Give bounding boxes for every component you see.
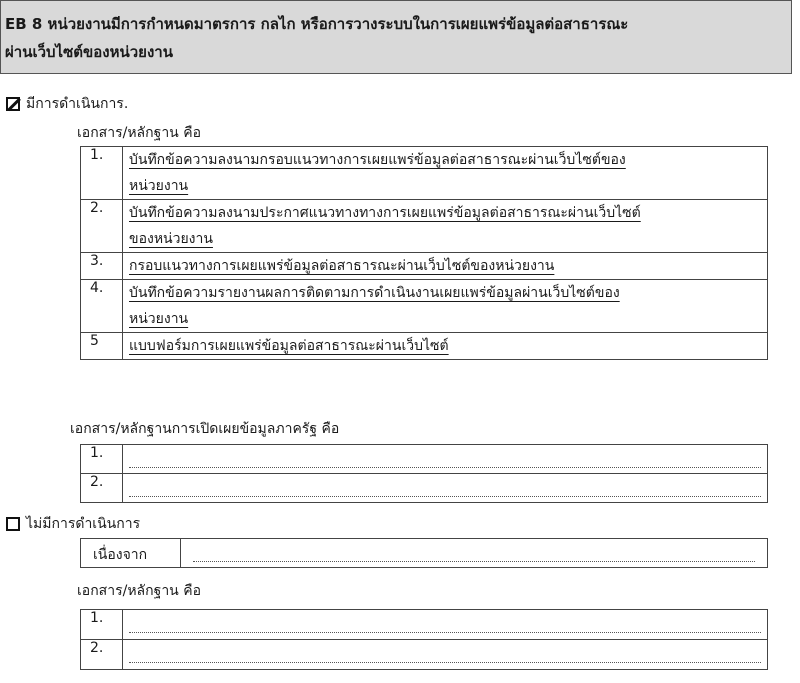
blank-entry-field[interactable]	[123, 640, 768, 670]
empty-checkbox-icon[interactable]	[6, 517, 20, 531]
row-number: 5	[81, 333, 123, 360]
checked-checkbox-icon[interactable]	[6, 97, 20, 111]
row-text	[123, 280, 768, 333]
row-text	[123, 200, 768, 253]
row-number: 4.	[81, 280, 123, 333]
row-number: 2.	[81, 474, 123, 503]
reason-input[interactable]	[181, 539, 767, 567]
table-row	[81, 333, 768, 360]
option-done-label: มีการดำเนินการ.	[26, 96, 129, 112]
table-row	[81, 147, 768, 200]
row-number: 3.	[81, 253, 123, 280]
row-number: 1.	[81, 610, 123, 640]
row-text-line: บันทึกข้อความรายงานผลการติดตามการดำเนินงานเผยแพร่ข้อมูลผ่านเว็บไซต์ของ	[129, 285, 620, 301]
public-evidence-label: เอกสาร/หลักฐานการเปิดเผยข้อมูลภาครัฐ คือ	[70, 421, 340, 437]
header-line-1: EB 8 หน่วยงานมีการกำหนดมาตรการ กลไก หรือการวางระบบในการเผยแพร่ข้อมูลต่อสาธารณะ	[5, 15, 629, 33]
row-text-line: บันทึกข้อความลงนามกรอบแนวทางการเผยแพร่ข้อมูลต่อสาธารณะผ่านเว็บไซต์ของ	[129, 152, 626, 168]
row-text-line: หน่วยงาน	[129, 178, 189, 194]
header-line-2: ผ่านเว็บไซต์ของหน่วยงาน	[5, 43, 173, 61]
blank-entry-field[interactable]	[123, 445, 768, 474]
not-done-evidence-table	[80, 609, 768, 670]
reason-label: เนื่องจาก	[81, 539, 181, 567]
reason-field	[80, 538, 768, 568]
row-number: 1.	[81, 147, 123, 200]
table-row	[81, 200, 768, 253]
evidence-label: เอกสาร/หลักฐาน คือ	[77, 125, 201, 141]
option-done[interactable]	[6, 93, 128, 115]
blank-entry-field[interactable]	[123, 474, 768, 503]
public-evidence-table	[80, 444, 768, 503]
row-text-line: กรอบแนวทางการเผยแพร่ข้อมูลต่อสาธารณะผ่านเว็บไซต์ของหน่วยงาน	[129, 258, 555, 274]
not-done-evidence-label: เอกสาร/หลักฐาน คือ	[77, 583, 201, 599]
row-number: 1.	[81, 445, 123, 474]
row-text	[123, 253, 768, 280]
table-row	[81, 640, 768, 670]
section-header	[0, 0, 792, 74]
table-row	[81, 253, 768, 280]
option-not-done-label: ไม่มีการดำเนินการ	[26, 516, 141, 532]
blank-entry-field[interactable]	[123, 610, 768, 640]
row-number: 2.	[81, 640, 123, 670]
row-text-line: ของหน่วยงาน	[129, 231, 213, 247]
row-text-line: บันทึกข้อความลงนามประกาศแนวทางทางการเผยแพร่ข้อมูลต่อสาธารณะผ่านเว็บไซต์	[129, 205, 641, 221]
option-not-done[interactable]	[6, 513, 140, 535]
row-number: 2.	[81, 200, 123, 253]
row-text-line: แบบฟอร์มการเผยแพร่ข้อมูลต่อสาธารณะผ่านเว็บไซต์	[129, 338, 449, 354]
row-text-line: หน่วยงาน	[129, 311, 189, 327]
table-row	[81, 474, 768, 503]
table-row	[81, 280, 768, 333]
table-row	[81, 445, 768, 474]
row-text	[123, 147, 768, 200]
row-text	[123, 333, 768, 360]
table-row	[81, 610, 768, 640]
evidence-table	[80, 146, 768, 360]
